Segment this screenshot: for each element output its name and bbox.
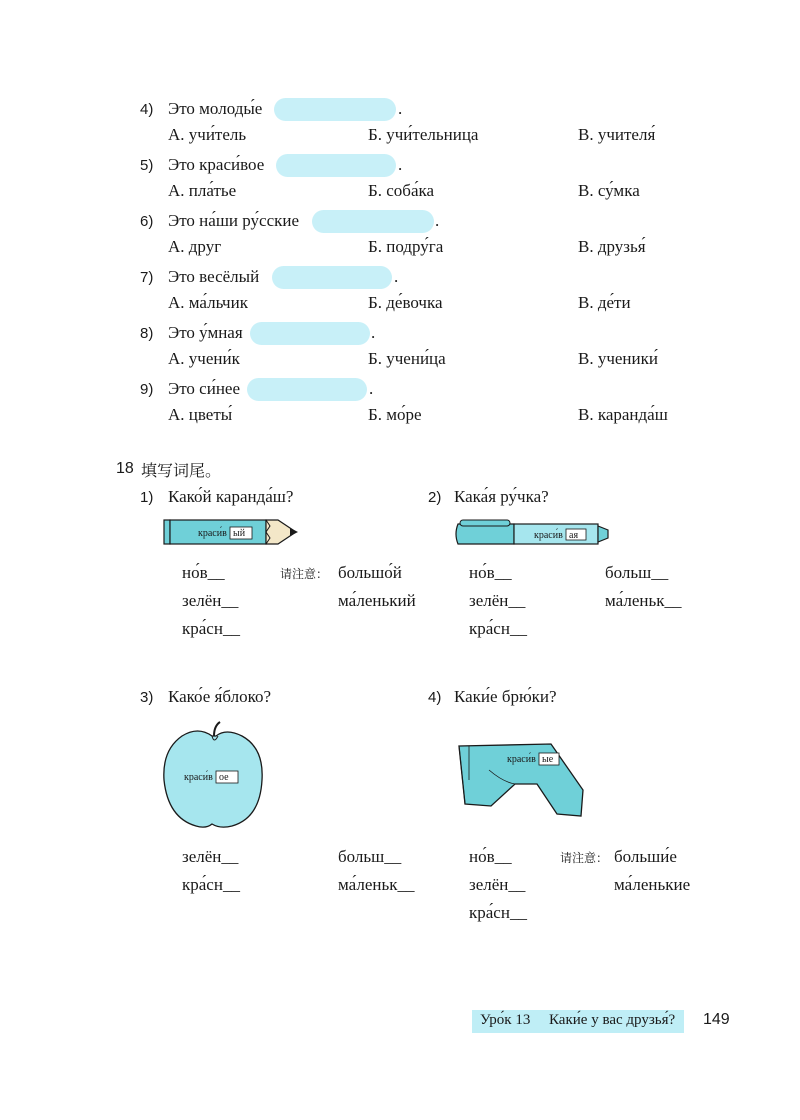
item-stem: Это молоды́е (168, 99, 263, 118)
blank-word: но́в__ (469, 563, 512, 582)
item-number: 8) (140, 325, 154, 342)
answer-blank[interactable] (247, 378, 367, 401)
blank-word: ма́леньк__ (338, 875, 415, 894)
item-number: 7) (140, 269, 154, 286)
blank-word: но́в__ (469, 847, 512, 866)
answer-blank[interactable] (274, 98, 396, 121)
pencil-icon (160, 516, 305, 550)
option-b: Б. де́вочка (368, 293, 443, 312)
option-c: В. ученики́ (578, 349, 658, 368)
period: . (398, 155, 403, 174)
question-text: Каки́е брю́ки? (454, 687, 557, 706)
note-word: большо́й (338, 563, 402, 582)
answer-blank[interactable] (250, 322, 370, 345)
blank-word: но́в__ (182, 563, 225, 582)
tag-ending: ый (233, 528, 246, 539)
tag-stem: краси́в (198, 528, 227, 539)
item-stem: Это краси́вое (168, 155, 265, 174)
blank-word: кра́сн__ (469, 619, 527, 638)
tag-ending: ые (542, 754, 554, 765)
item-stem: Это на́ши ру́сские (168, 211, 300, 230)
note-label: 请注意： (280, 567, 329, 581)
item-stem: Это у́мная (168, 323, 243, 342)
blank-word: зелён__ (469, 875, 526, 894)
tag-stem: краси́в (184, 772, 213, 783)
blank-word: больш__ (605, 563, 669, 582)
option-a: А. цветы́ (168, 405, 233, 424)
option-c: В. де́ти (578, 293, 631, 312)
blank-word: кра́сн__ (182, 619, 240, 638)
blank-word: ма́леньк__ (605, 591, 682, 610)
apple-icon (160, 722, 270, 832)
blank-word: больш__ (338, 847, 402, 866)
period: . (371, 323, 376, 342)
period: . (394, 267, 399, 286)
question-number: 4) (428, 689, 442, 706)
question-text: Како́й каранда́ш? (168, 487, 294, 506)
tag-stem: краси́в (534, 530, 563, 541)
exercise-title: 填写词尾。 (141, 461, 222, 480)
option-a: А. учи́тель (168, 125, 247, 144)
page-number: 149 (703, 1011, 730, 1028)
note-label: 请注意： (560, 851, 609, 865)
item-stem: Это си́нее (168, 379, 241, 398)
note-word: больши́е (614, 847, 677, 866)
footer-lesson: Уро́к 13 (480, 1012, 531, 1028)
question-text: Како́е я́блоко? (168, 687, 272, 706)
blank-word: кра́сн__ (469, 903, 527, 922)
note-word: ма́ленький (338, 591, 416, 610)
note-word: ма́ленькие (614, 875, 691, 894)
period: . (435, 211, 440, 230)
option-c: В. су́мка (578, 181, 640, 200)
item-number: 4) (140, 101, 154, 118)
option-a: А. пла́тье (168, 181, 237, 200)
tag-ending: ая (569, 530, 579, 541)
option-b: Б. соба́ка (368, 181, 435, 200)
answer-blank[interactable] (272, 266, 392, 289)
footer-title: Каки́е у вас друзья́? (549, 1012, 676, 1028)
option-b: Б. учени́ца (368, 349, 446, 368)
option-b: Б. учи́тельница (368, 125, 479, 144)
option-c: В. друзья́ (578, 237, 646, 256)
pen-icon (452, 518, 612, 550)
blank-word: зелён__ (182, 847, 239, 866)
option-a: А. ма́льчик (168, 293, 248, 312)
blank-word: зелён__ (469, 591, 526, 610)
option-c: В. учителя́ (578, 125, 656, 144)
question-number: 1) (140, 489, 154, 506)
item-number: 9) (140, 381, 154, 398)
option-b: Б. подру́га (368, 237, 444, 256)
item-stem: Это весёлый (168, 267, 260, 286)
answer-blank[interactable] (276, 154, 396, 177)
blank-word: кра́сн__ (182, 875, 240, 894)
item-number: 6) (140, 213, 154, 230)
tag-ending: ое (219, 772, 229, 783)
blank-word: зелён__ (182, 591, 239, 610)
answer-blank[interactable] (312, 210, 434, 233)
period: . (398, 99, 403, 118)
question-number: 3) (140, 689, 154, 706)
question-number: 2) (428, 489, 442, 506)
option-b: Б. мо́ре (368, 405, 422, 424)
exercise-number: 18 (116, 460, 134, 477)
item-number: 5) (140, 157, 154, 174)
question-text: Кака́я ру́чка? (454, 487, 549, 506)
period: . (369, 379, 374, 398)
trousers-icon (455, 740, 590, 820)
option-c: В. каранда́ш (578, 405, 668, 424)
tag-stem: краси́в (507, 754, 536, 765)
option-a: А. учени́к (168, 349, 240, 368)
option-a: А. друг (168, 237, 222, 256)
